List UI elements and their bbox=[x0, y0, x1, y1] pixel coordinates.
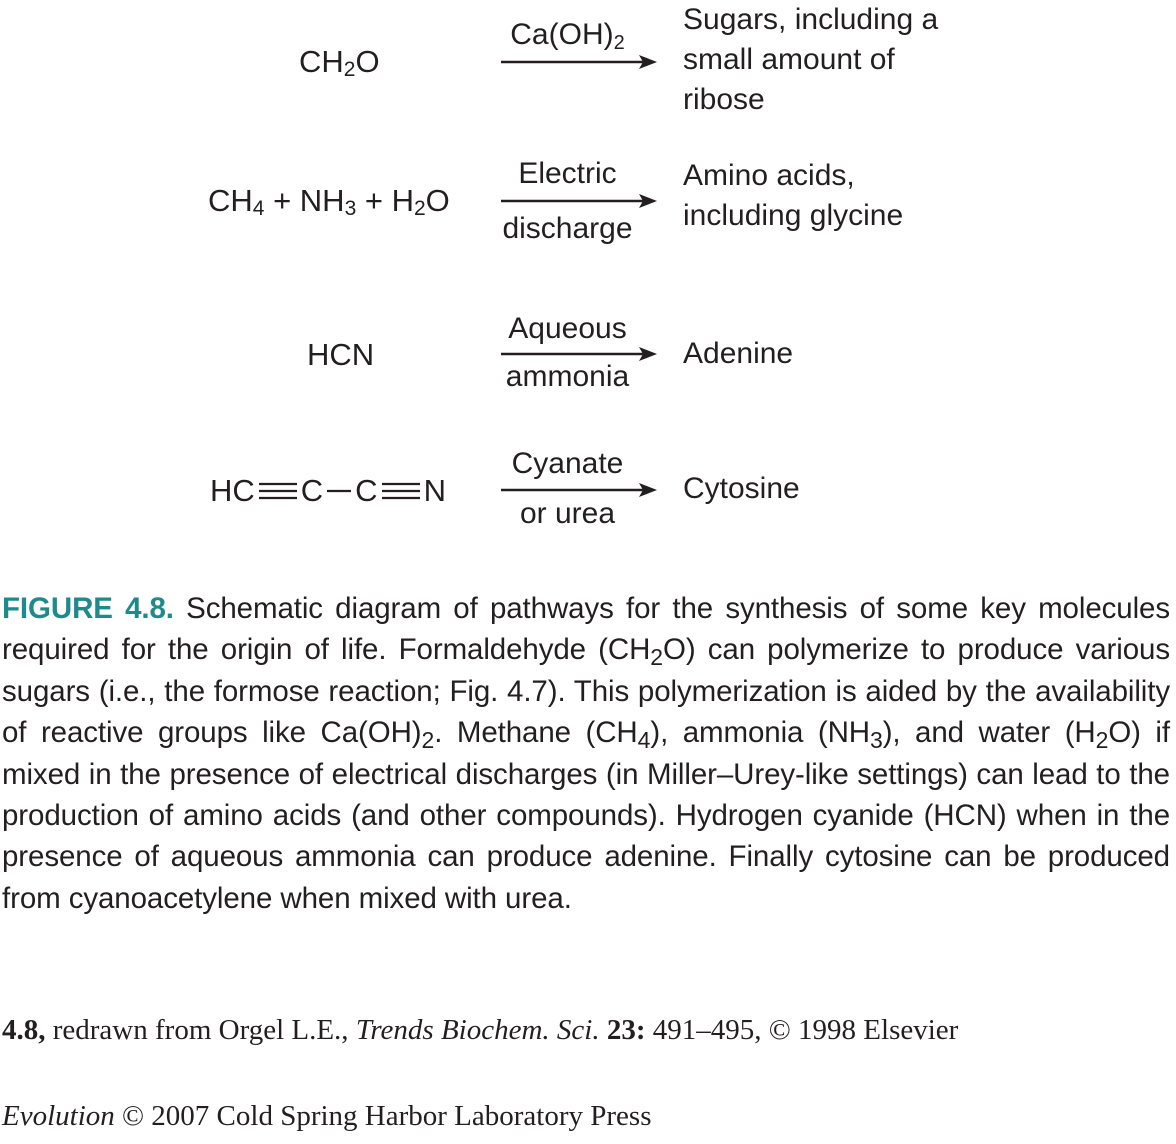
condition-discharge: discharge bbox=[502, 212, 633, 245]
product-amino-acids: Amino acids, including glycine bbox=[683, 159, 904, 232]
triple-bond bbox=[257, 481, 299, 501]
condition-cyanate: Cyanate bbox=[511, 447, 624, 480]
reactant-formaldehyde: $CH_2O$ bbox=[299, 44, 380, 81]
condition-calcium-hydroxide: $Ca(OH)_2$ bbox=[510, 18, 625, 54]
product-adenine: Adenine bbox=[683, 337, 794, 370]
reaction-arrow-4 bbox=[501, 482, 657, 498]
condition-ammonia: ammonia bbox=[505, 360, 630, 393]
single-bond bbox=[325, 481, 353, 501]
condition-aqueous: Aqueous bbox=[508, 312, 627, 345]
product-sugars: Sugars, including a small amount of ribose bbox=[683, 3, 939, 116]
reactant-methane-ammonia-water: $CH_4 + NH_3 + H_2O$ bbox=[208, 183, 450, 220]
reactant-cyanoacetylene: HC C C N bbox=[210, 473, 446, 508]
reaction-arrow-1 bbox=[501, 54, 657, 70]
reaction-arrow-2 bbox=[501, 193, 657, 209]
product-cytosine: Cytosine bbox=[683, 472, 800, 505]
figure-credit: 4.8, redrawn from Orgel L.E., Trends Biochem. Sci. 23: 491–495, © 1998 Elsevier bbox=[2, 1014, 959, 1046]
figure-caption: FIGURE 4.8. Schematic diagram of pathways for the synthesis of some key molecules required for the origin of life. Formaldehyde $(CH_2O)$ can polymerize to produce various sugars (i.e., the formose reaction; Fig. 4.7). This polymerization is aided by the availability of reactive groups like $Ca(OH)_2$. Methane $(CH_4)$, ammonia $(NH_3)$, and water $(H_2O)$ if mixed in the presence of electrical discharges (in Miller–Urey-like settings) can lead to the production of amino acids (and other compounds). Hydrogen cyanide (HCN) when in the presence of aqueous ammonia can produce adenine. Finally cytosine can be produced from cyanoacetylene when mixed with urea. bbox=[2, 592, 1170, 915]
reaction-diagram bbox=[0, 0, 1176, 560]
triple-bond bbox=[380, 481, 422, 501]
figure-label: FIGURE 4.8. bbox=[2, 592, 174, 625]
reactant-hydrogen-cyanide: HCN bbox=[307, 337, 375, 372]
condition-electric: Electric bbox=[518, 157, 617, 190]
condition-urea: or urea bbox=[519, 497, 616, 530]
copyright-line: Evolution © 2007 Cold Spring Harbor Laboratory Press bbox=[2, 1100, 652, 1132]
